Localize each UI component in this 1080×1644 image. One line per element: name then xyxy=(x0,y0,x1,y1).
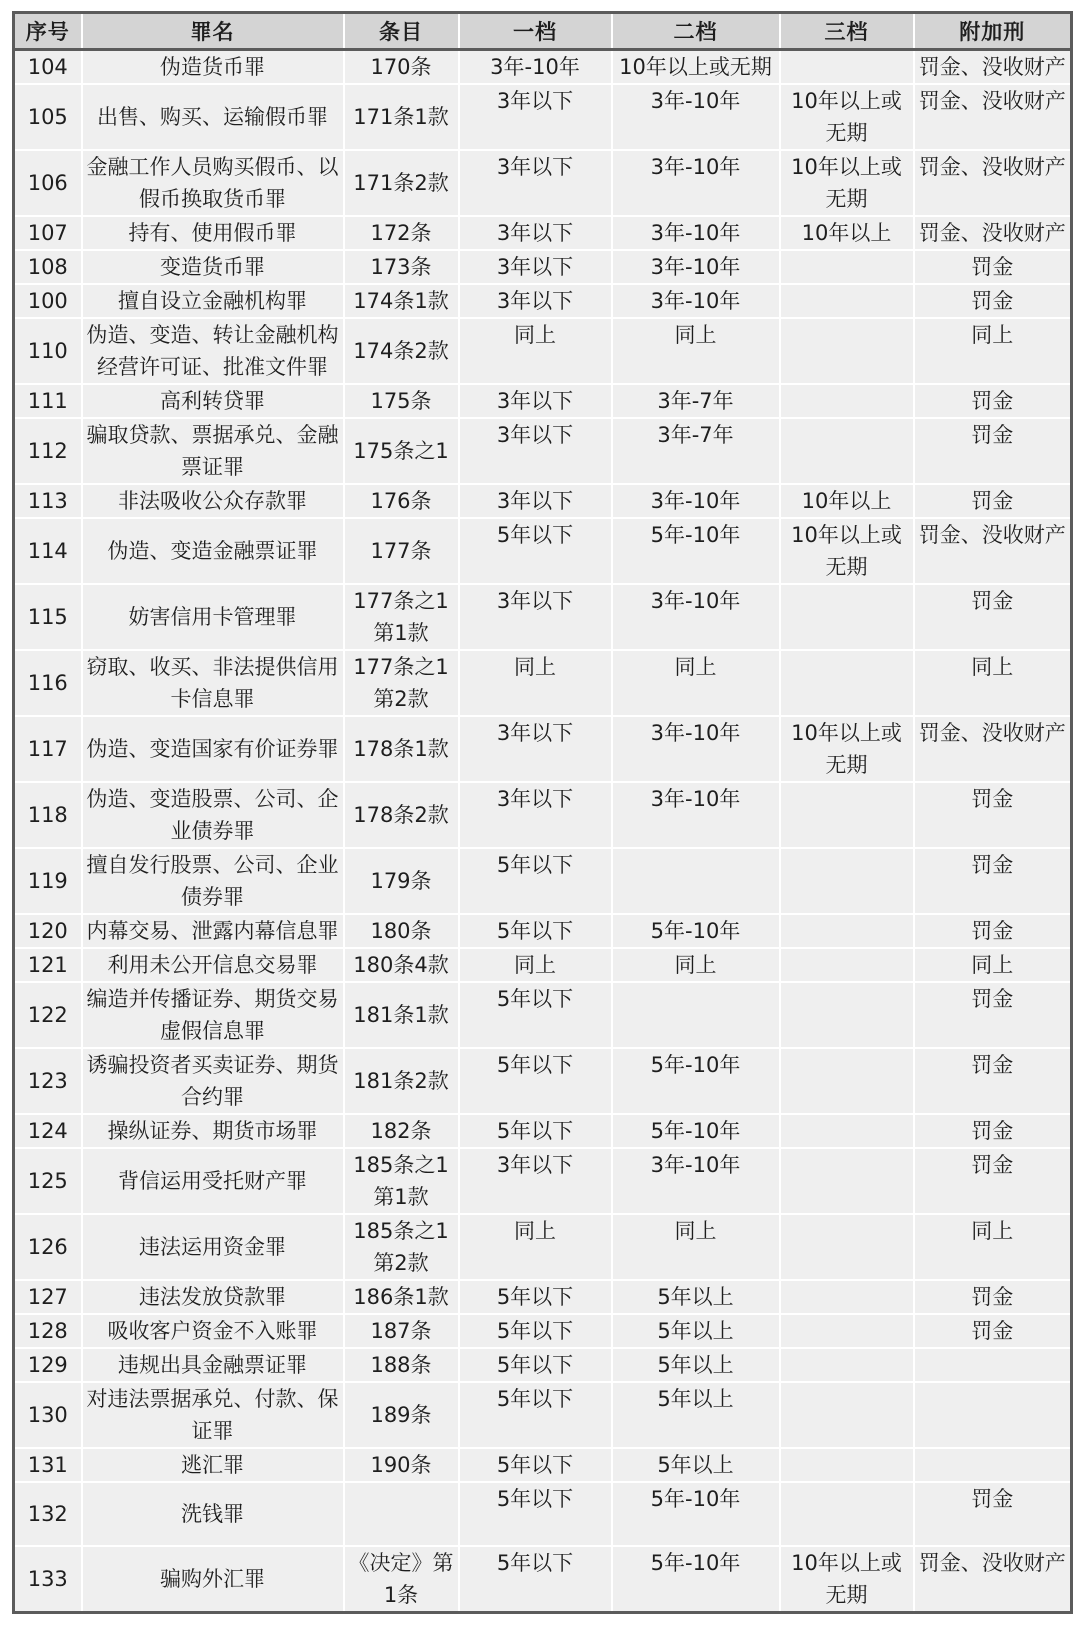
cell-additional-penalty xyxy=(914,1448,1072,1482)
cell-crime-name: 操纵证券、期货市场罪 xyxy=(82,1114,344,1148)
crime-sentencing-table xyxy=(12,11,1073,1614)
cell-article: 174条2款 xyxy=(344,318,459,384)
cell-tier-2: 3年-10年 xyxy=(612,484,780,518)
cell-article: 185条之1第1款 xyxy=(344,1148,459,1214)
cell-article: 180条 xyxy=(344,914,459,948)
cell-article: 185条之1第2款 xyxy=(344,1214,459,1280)
cell-additional-penalty: 罚金 xyxy=(914,1148,1072,1214)
table-row xyxy=(14,1546,1072,1613)
table-row xyxy=(14,1280,1072,1314)
cell-crime-name: 擅自设立金融机构罪 xyxy=(82,284,344,318)
cell-tier-2: 同上 xyxy=(612,948,780,982)
cell-tier-2: 3年-10年 xyxy=(612,150,780,216)
cell-tier-1: 5年以下 xyxy=(459,1448,612,1482)
cell-additional-penalty: 罚金、没收财产 xyxy=(914,1546,1072,1613)
cell-tier-2 xyxy=(612,848,780,914)
cell-additional-penalty: 罚金 xyxy=(914,384,1072,418)
header-article: 条目 xyxy=(344,13,459,50)
cell-tier-3: 10年以上或无期 xyxy=(780,716,914,782)
cell-tier-2: 3年-7年 xyxy=(612,418,780,484)
cell-additional-penalty: 同上 xyxy=(914,1214,1072,1280)
cell-crime-name: 伪造、变造股票、公司、企业债券罪 xyxy=(82,782,344,848)
cell-tier-2: 3年-10年 xyxy=(612,584,780,650)
cell-tier-1: 3年以下 xyxy=(459,84,612,150)
cell-additional-penalty: 罚金 xyxy=(914,484,1072,518)
cell-additional-penalty: 罚金 xyxy=(914,914,1072,948)
cell-tier-1: 5年以下 xyxy=(459,1546,612,1613)
cell-tier-1: 5年以下 xyxy=(459,518,612,584)
cell-tier-3 xyxy=(780,1348,914,1382)
header-crime-name: 罪名 xyxy=(82,13,344,50)
cell-additional-penalty: 罚金 xyxy=(914,418,1072,484)
cell-number: 112 xyxy=(14,418,82,484)
table-row xyxy=(14,848,1072,914)
table-row xyxy=(14,1348,1072,1382)
table-row xyxy=(14,584,1072,650)
table-row xyxy=(14,1448,1072,1482)
cell-tier-3 xyxy=(780,1482,914,1546)
table-row xyxy=(14,1314,1072,1348)
cell-tier-3 xyxy=(780,384,914,418)
cell-tier-2: 5年-10年 xyxy=(612,518,780,584)
cell-tier-2 xyxy=(612,982,780,1048)
cell-tier-3 xyxy=(780,1114,914,1148)
cell-tier-2: 5年以上 xyxy=(612,1314,780,1348)
cell-article: 170条 xyxy=(344,50,459,85)
cell-tier-2: 同上 xyxy=(612,650,780,716)
cell-additional-penalty: 罚金、没收财产 xyxy=(914,216,1072,250)
table-row xyxy=(14,914,1072,948)
cell-number: 132 xyxy=(14,1482,82,1546)
cell-tier-1: 5年以下 xyxy=(459,1280,612,1314)
table-row xyxy=(14,50,1072,85)
cell-number: 105 xyxy=(14,84,82,150)
cell-tier-2: 3年-10年 xyxy=(612,284,780,318)
cell-additional-penalty: 罚金 xyxy=(914,782,1072,848)
cell-tier-3: 10年以上或无期 xyxy=(780,1546,914,1613)
cell-additional-penalty: 同上 xyxy=(914,318,1072,384)
cell-additional-penalty: 罚金 xyxy=(914,1314,1072,1348)
cell-additional-penalty: 罚金、没收财产 xyxy=(914,518,1072,584)
cell-tier-1: 5年以下 xyxy=(459,1114,612,1148)
cell-tier-2: 3年-10年 xyxy=(612,1148,780,1214)
table-row xyxy=(14,716,1072,782)
cell-additional-penalty: 罚金、没收财产 xyxy=(914,50,1072,85)
cell-tier-1: 同上 xyxy=(459,318,612,384)
cell-tier-1: 同上 xyxy=(459,650,612,716)
cell-tier-2: 5年以上 xyxy=(612,1348,780,1382)
cell-article: 180条4款 xyxy=(344,948,459,982)
table-row xyxy=(14,150,1072,216)
table-row xyxy=(14,318,1072,384)
cell-tier-1: 3年以下 xyxy=(459,584,612,650)
table-row xyxy=(14,1148,1072,1214)
cell-tier-2: 3年-7年 xyxy=(612,384,780,418)
cell-tier-2: 同上 xyxy=(612,1214,780,1280)
table-row xyxy=(14,484,1072,518)
cell-tier-1: 3年以下 xyxy=(459,782,612,848)
header-tier-2: 二档 xyxy=(612,13,780,50)
cell-article: 177条之1第1款 xyxy=(344,584,459,650)
cell-tier-1: 3年以下 xyxy=(459,1148,612,1214)
cell-number: 130 xyxy=(14,1382,82,1448)
cell-crime-name: 伪造、变造、转让金融机构经营许可证、批准文件罪 xyxy=(82,318,344,384)
cell-tier-2: 5年-10年 xyxy=(612,1546,780,1613)
cell-number: 121 xyxy=(14,948,82,982)
cell-crime-name: 违法发放贷款罪 xyxy=(82,1280,344,1314)
cell-crime-name: 内幕交易、泄露内幕信息罪 xyxy=(82,914,344,948)
cell-number: 108 xyxy=(14,250,82,284)
cell-tier-3 xyxy=(780,418,914,484)
cell-article: 174条1款 xyxy=(344,284,459,318)
cell-tier-1: 5年以下 xyxy=(459,1048,612,1114)
cell-additional-penalty: 罚金、没收财产 xyxy=(914,84,1072,150)
header-row xyxy=(14,13,1072,50)
table-row xyxy=(14,1048,1072,1114)
cell-article: 176条 xyxy=(344,484,459,518)
cell-tier-1: 3年以下 xyxy=(459,216,612,250)
cell-tier-3 xyxy=(780,284,914,318)
cell-tier-3 xyxy=(780,1214,914,1280)
cell-number: 100 xyxy=(14,284,82,318)
cell-crime-name: 骗购外汇罪 xyxy=(82,1546,344,1613)
cell-tier-3 xyxy=(780,948,914,982)
cell-crime-name: 持有、使用假币罪 xyxy=(82,216,344,250)
cell-tier-2: 5年-10年 xyxy=(612,1114,780,1148)
header-number: 序号 xyxy=(14,13,82,50)
cell-tier-2: 10年以上或无期 xyxy=(612,50,780,85)
cell-additional-penalty: 罚金、没收财产 xyxy=(914,150,1072,216)
cell-number: 111 xyxy=(14,384,82,418)
cell-article: 177条 xyxy=(344,518,459,584)
cell-tier-2: 3年-10年 xyxy=(612,716,780,782)
table-row xyxy=(14,982,1072,1048)
cell-tier-1: 3年以下 xyxy=(459,716,612,782)
cell-crime-name: 骗取贷款、票据承兑、金融票证罪 xyxy=(82,418,344,484)
cell-crime-name: 利用未公开信息交易罪 xyxy=(82,948,344,982)
cell-tier-3: 10年以上或无期 xyxy=(780,518,914,584)
cell-tier-1: 5年以下 xyxy=(459,1314,612,1348)
cell-additional-penalty: 罚金 xyxy=(914,848,1072,914)
cell-article: 171条1款 xyxy=(344,84,459,150)
cell-article: 188条 xyxy=(344,1348,459,1382)
cell-tier-3: 10年以上或无期 xyxy=(780,150,914,216)
cell-tier-1: 5年以下 xyxy=(459,1382,612,1448)
cell-number: 119 xyxy=(14,848,82,914)
cell-article: 172条 xyxy=(344,216,459,250)
cell-additional-penalty: 罚金 xyxy=(914,1048,1072,1114)
cell-number: 116 xyxy=(14,650,82,716)
cell-additional-penalty xyxy=(914,1382,1072,1448)
cell-crime-name: 伪造、变造金融票证罪 xyxy=(82,518,344,584)
cell-tier-1: 3年以下 xyxy=(459,484,612,518)
cell-article: 187条 xyxy=(344,1314,459,1348)
table-row xyxy=(14,518,1072,584)
table-row xyxy=(14,250,1072,284)
cell-crime-name: 吸收客户资金不入账罪 xyxy=(82,1314,344,1348)
cell-crime-name: 诱骗投资者买卖证券、期货合约罪 xyxy=(82,1048,344,1114)
cell-crime-name: 出售、购买、运输假币罪 xyxy=(82,84,344,150)
cell-tier-3 xyxy=(780,1280,914,1314)
cell-tier-3 xyxy=(780,848,914,914)
cell-number: 110 xyxy=(14,318,82,384)
table-row xyxy=(14,418,1072,484)
cell-article: 175条 xyxy=(344,384,459,418)
cell-article: 179条 xyxy=(344,848,459,914)
cell-tier-3 xyxy=(780,1048,914,1114)
cell-crime-name: 违规出具金融票证罪 xyxy=(82,1348,344,1382)
cell-number: 129 xyxy=(14,1348,82,1382)
cell-additional-penalty: 罚金、没收财产 xyxy=(914,716,1072,782)
cell-article: 《决定》第1条 xyxy=(344,1546,459,1613)
cell-tier-1: 同上 xyxy=(459,1214,612,1280)
cell-tier-2: 同上 xyxy=(612,318,780,384)
table-row xyxy=(14,384,1072,418)
cell-tier-3 xyxy=(780,250,914,284)
cell-crime-name: 洗钱罪 xyxy=(82,1482,344,1546)
cell-tier-1: 同上 xyxy=(459,948,612,982)
cell-article: 190条 xyxy=(344,1448,459,1482)
cell-tier-2: 3年-10年 xyxy=(612,782,780,848)
cell-number: 123 xyxy=(14,1048,82,1114)
table-row xyxy=(14,1482,1072,1546)
cell-tier-3 xyxy=(780,914,914,948)
cell-tier-1: 3年-10年 xyxy=(459,50,612,85)
cell-tier-3 xyxy=(780,650,914,716)
cell-tier-1: 5年以下 xyxy=(459,848,612,914)
cell-number: 113 xyxy=(14,484,82,518)
cell-additional-penalty: 罚金 xyxy=(914,1482,1072,1546)
table-row xyxy=(14,1214,1072,1280)
cell-crime-name: 违法运用资金罪 xyxy=(82,1214,344,1280)
cell-crime-name: 妨害信用卡管理罪 xyxy=(82,584,344,650)
cell-additional-penalty: 罚金 xyxy=(914,1280,1072,1314)
cell-crime-name: 擅自发行股票、公司、企业债券罪 xyxy=(82,848,344,914)
cell-crime-name: 高利转贷罪 xyxy=(82,384,344,418)
cell-additional-penalty: 罚金 xyxy=(914,584,1072,650)
header-additional-penalty: 附加刑 xyxy=(914,13,1072,50)
cell-number: 126 xyxy=(14,1214,82,1280)
cell-additional-penalty: 罚金 xyxy=(914,250,1072,284)
cell-tier-3 xyxy=(780,50,914,85)
cell-additional-penalty: 同上 xyxy=(914,948,1072,982)
table-row xyxy=(14,1382,1072,1448)
cell-article xyxy=(344,1482,459,1546)
cell-tier-3: 10年以上 xyxy=(780,484,914,518)
cell-crime-name: 伪造货币罪 xyxy=(82,50,344,85)
cell-article: 171条2款 xyxy=(344,150,459,216)
table-row xyxy=(14,216,1072,250)
cell-crime-name: 编造并传播证券、期货交易虚假信息罪 xyxy=(82,982,344,1048)
cell-number: 127 xyxy=(14,1280,82,1314)
cell-tier-1: 3年以下 xyxy=(459,384,612,418)
cell-article: 182条 xyxy=(344,1114,459,1148)
cell-tier-1: 5年以下 xyxy=(459,1348,612,1382)
cell-number: 107 xyxy=(14,216,82,250)
cell-number: 122 xyxy=(14,982,82,1048)
cell-number: 115 xyxy=(14,584,82,650)
cell-tier-2: 3年-10年 xyxy=(612,250,780,284)
cell-additional-penalty: 罚金 xyxy=(914,982,1072,1048)
cell-additional-penalty: 罚金 xyxy=(914,1114,1072,1148)
cell-tier-3 xyxy=(780,318,914,384)
cell-crime-name: 逃汇罪 xyxy=(82,1448,344,1482)
cell-article: 186条1款 xyxy=(344,1280,459,1314)
cell-number: 118 xyxy=(14,782,82,848)
cell-number: 133 xyxy=(14,1546,82,1613)
cell-number: 104 xyxy=(14,50,82,85)
cell-tier-1: 3年以下 xyxy=(459,418,612,484)
cell-crime-name: 变造货币罪 xyxy=(82,250,344,284)
cell-tier-1: 5年以下 xyxy=(459,1482,612,1546)
table-row xyxy=(14,1114,1072,1148)
table-row xyxy=(14,782,1072,848)
cell-number: 125 xyxy=(14,1148,82,1214)
cell-tier-3 xyxy=(780,1314,914,1348)
cell-tier-3 xyxy=(780,782,914,848)
header-tier-3: 三档 xyxy=(780,13,914,50)
cell-additional-penalty xyxy=(914,1348,1072,1382)
cell-article: 178条2款 xyxy=(344,782,459,848)
cell-tier-2: 5年-10年 xyxy=(612,914,780,948)
cell-tier-3 xyxy=(780,1148,914,1214)
cell-article: 177条之1第2款 xyxy=(344,650,459,716)
cell-number: 106 xyxy=(14,150,82,216)
cell-tier-2: 5年-10年 xyxy=(612,1482,780,1546)
crime-sentencing-table-container xyxy=(12,11,1070,1614)
cell-tier-2: 3年-10年 xyxy=(612,84,780,150)
cell-article: 173条 xyxy=(344,250,459,284)
cell-number: 128 xyxy=(14,1314,82,1348)
cell-tier-2: 5年以上 xyxy=(612,1448,780,1482)
table-row xyxy=(14,284,1072,318)
cell-additional-penalty: 同上 xyxy=(914,650,1072,716)
cell-number: 114 xyxy=(14,518,82,584)
cell-crime-name: 伪造、变造国家有价证券罪 xyxy=(82,716,344,782)
cell-crime-name: 窃取、收买、非法提供信用卡信息罪 xyxy=(82,650,344,716)
cell-crime-name: 非法吸收公众存款罪 xyxy=(82,484,344,518)
table-row xyxy=(14,84,1072,150)
cell-tier-2: 3年-10年 xyxy=(612,216,780,250)
cell-article: 178条1款 xyxy=(344,716,459,782)
cell-number: 120 xyxy=(14,914,82,948)
cell-tier-2: 5年-10年 xyxy=(612,1048,780,1114)
cell-additional-penalty: 罚金 xyxy=(914,284,1072,318)
cell-tier-1: 3年以下 xyxy=(459,284,612,318)
header-tier-1: 一档 xyxy=(459,13,612,50)
table-row xyxy=(14,948,1072,982)
cell-tier-2: 5年以上 xyxy=(612,1382,780,1448)
cell-tier-3: 10年以上 xyxy=(780,216,914,250)
cell-number: 117 xyxy=(14,716,82,782)
cell-number: 124 xyxy=(14,1114,82,1148)
cell-article: 175条之1 xyxy=(344,418,459,484)
cell-number: 131 xyxy=(14,1448,82,1482)
cell-tier-1: 3年以下 xyxy=(459,150,612,216)
cell-crime-name: 金融工作人员购买假币、以假币换取货币罪 xyxy=(82,150,344,216)
cell-tier-3 xyxy=(780,1448,914,1482)
cell-crime-name: 背信运用受托财产罪 xyxy=(82,1148,344,1214)
cell-tier-1: 5年以下 xyxy=(459,982,612,1048)
cell-tier-3 xyxy=(780,584,914,650)
cell-article: 181条1款 xyxy=(344,982,459,1048)
cell-article: 181条2款 xyxy=(344,1048,459,1114)
table-row xyxy=(14,650,1072,716)
cell-tier-1: 3年以下 xyxy=(459,250,612,284)
cell-tier-2: 5年以上 xyxy=(612,1280,780,1314)
cell-article: 189条 xyxy=(344,1382,459,1448)
cell-tier-3 xyxy=(780,982,914,1048)
cell-crime-name: 对违法票据承兑、付款、保证罪 xyxy=(82,1382,344,1448)
cell-tier-3: 10年以上或无期 xyxy=(780,84,914,150)
cell-tier-1: 5年以下 xyxy=(459,914,612,948)
cell-tier-3 xyxy=(780,1382,914,1448)
